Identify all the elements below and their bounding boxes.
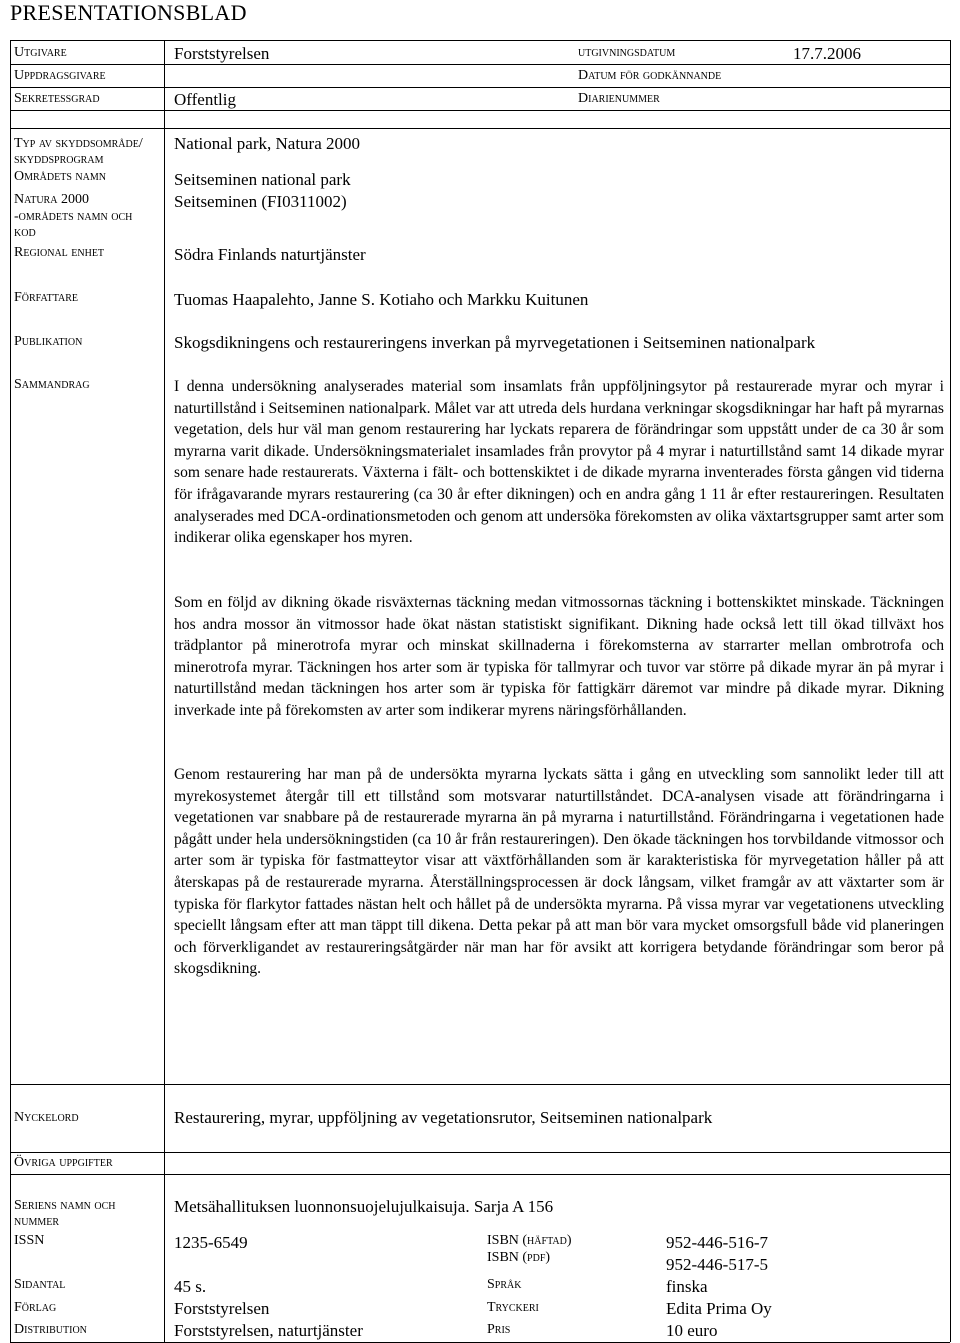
- issn-label: ISSN: [14, 1233, 45, 1248]
- sidantal-label: Sidantal: [14, 1277, 66, 1292]
- utgivningsdatum-label: utgivningsdatum: [578, 45, 676, 60]
- rule: [10, 128, 950, 129]
- natura-label-2: -områdets namn och: [14, 209, 133, 224]
- nyckelord-value: Restaurering, myrar, uppföljning av vegetationsrutor, Seitseminen nationalpark: [174, 1108, 713, 1127]
- page-title: PRESENTATIONSBLAD: [10, 0, 247, 25]
- sekretessgrad-label: Sekretessgrad: [14, 91, 100, 106]
- rule: [950, 40, 951, 1342]
- tryckeri-value: Edita Prima Oy: [666, 1299, 772, 1318]
- summary-paragraph-3: Genom restaurering har man på de undersökta myrarna lyckats sätta i gång en utveckling som sannolikt leder till att myrekosystemet återgår till ett tillstånd som motsvarar naturtillståndet. DCA-analysen visade att förändringarna i vegetationen var snabbare på de restaurerade myrarna än på myrarna i naturtillstånd. Förändringarna i vegetationen hade pågått under hela undersökningstiden (ca 10 år från restaureringen). Den ökade täckningen hos torvbildande vitmossor och arter som är typiska för fastmatteytor visar att växtförhållanden som är karakteristiska för myrvegetation håller på att återskapas på de restaurerade myrarna. Återställningsprocessen är dock långsam, vilket framgår av att växtarter som är typiska för flarkytor fattades nästan helt och hållet på de undersökta myrarna. På vissa myrar var vegetationens utveckling speciellt långsam efter att man täppt till dikena. Detta pekar på att man bör vara mycket omsorgsfull både vid planeringen och förverkligandet av restaureringsåtgärder när man har för avsikt att korrigera betydande förändringar som beror på skogsdikning.: [174, 766, 944, 978]
- sammandrag-label: Sammandrag: [14, 377, 90, 392]
- datum-godkannande-label: Datum för godkännande: [578, 68, 722, 83]
- serie-value: Metsähallituksen luonnonsuojelujulkaisuja. Sarja A 156: [174, 1197, 554, 1216]
- sidantal-value: 45 s.: [174, 1277, 207, 1296]
- typ-value: National park, Natura 2000: [174, 134, 360, 153]
- regional-enhet-label: Regional enhet: [14, 245, 105, 260]
- rule: [164, 40, 165, 1342]
- typ-label-2: skyddsprogram: [14, 152, 104, 167]
- publikation-label: Publikation: [14, 334, 83, 349]
- rule: [10, 40, 11, 1342]
- forfattare-label: Författare: [14, 290, 79, 305]
- rule: [10, 64, 950, 65]
- natura-label: Natura 2000: [14, 192, 89, 207]
- utgivare-label: Utgivare: [14, 45, 67, 60]
- forlag-value: Forststyrelsen: [174, 1299, 270, 1318]
- rule: [10, 1152, 950, 1153]
- natura-label-3: kod: [14, 225, 36, 240]
- summary-paragraph-1: I denna undersökning analyserades material som insamlats från uppföljningsytor på restaurerade myrar och myrar i naturtillstånd i Seitseminen nationalpark. Målet var att utreda dels hurdana verkningar skogsdikningar har haft på myrarnas vegetation, dels hur väl man genom restaurering har lyckats reparera de förändringar som uppstått under de ca 30 år som myrarna varit dikade. Undersökningsmaterialet insamlades från provytor på 4 myrar i naturtillstånd samt 14 dikade myrar som senare hade restaurerats. Växterna i fält- och bottenskiktet i de dikade myrarna inventerades första gången vid tiderna för ifrågavarande myrars restaurering (ca 30 år efter dikningen) och en andra gång 1 11 år efter restaureringen. Resultaten analyserades med DCA-ordinationsmetoden och genom att undersöka förekomsten av olika växtartsgrupper samt arter som indikerar olika egenskaper hos myren.: [174, 378, 944, 547]
- forfattare-value: Tuomas Haapalehto, Janne S. Kotiaho och Markku Kuitunen: [174, 290, 589, 309]
- serie-label-2: nummer: [14, 1214, 60, 1229]
- natura-value: Seitseminen (FI0311002): [174, 192, 347, 211]
- rule: [10, 1084, 950, 1085]
- sprak-value: finska: [666, 1277, 708, 1296]
- regional-enhet-value: Södra Finlands naturtjänster: [174, 245, 366, 264]
- typ-label: Typ av skyddsområde/: [14, 136, 143, 151]
- uppdragsgivare-label: Uppdragsgivare: [14, 68, 106, 83]
- serie-label: Seriens namn och: [14, 1198, 116, 1213]
- rule: [10, 87, 950, 88]
- ovriga-uppgifter-label: Övriga uppgifter: [14, 1155, 113, 1170]
- pris-label: Pris: [487, 1322, 511, 1337]
- issn-value: 1235-6549: [174, 1233, 248, 1252]
- pris-value: 10 euro: [666, 1321, 718, 1340]
- tryckeri-label: Tryckeri: [487, 1300, 539, 1315]
- sekretessgrad-value: Offentlig: [174, 90, 237, 109]
- publikation-value: Skogsdikningens och restaureringens inverkan på myrvegetationen i Seitseminen nationalpark: [174, 333, 816, 352]
- omradets-namn-label: Områdets namn: [14, 169, 106, 184]
- utgivare-value: Forststyrelsen: [174, 44, 270, 63]
- utgivningsdatum-value: 17.7.2006: [793, 44, 861, 63]
- isbn-haftad-value: 952-446-516-7: [666, 1233, 768, 1252]
- isbn-haftad-label: ISBN (häftad): [487, 1233, 572, 1248]
- omradets-namn-value: Seitseminen national park: [174, 170, 351, 189]
- diarienummer-label: Diarienummer: [578, 91, 660, 106]
- isbn-pdf-value: 952-446-517-5: [666, 1255, 768, 1274]
- rule: [10, 40, 950, 41]
- nyckelord-label: Nyckelord: [14, 1110, 79, 1125]
- rule: [10, 110, 950, 111]
- rule: [10, 1174, 950, 1175]
- distribution-value: Forststyrelsen, naturtjänster: [174, 1321, 363, 1340]
- sprak-label: Språk: [487, 1277, 522, 1292]
- summary-paragraph-2: Som en följd av dikning ökade risväxternas täckning medan vitmossornas täckning i bottenskiktet minskade. Täckningen hos andra mossor än vitmossor hade ökat nästan statistiskt signifikant. Dikning hade också lett till ökad tillväxt hos trädplantor på minerotrofa myrar och minskat skillnaderna i förekomsterna av starrarter mellan ombrotrofa och minerotrofa myrar. Täckningen hos arter som är typiska för tallmyrar och tuvor var större på dikade myrar än på myrar i naturtillstånd medan täckningen hos arter som är typiska för fattigkärr däremot var mindre på dikade myrar. Dikning inverkade inte på förekomsten av arter som indikerar myrens näringsförhållanden.: [174, 594, 944, 719]
- isbn-pdf-label: ISBN (pdf): [487, 1250, 551, 1265]
- forlag-label: Förlag: [14, 1300, 57, 1315]
- distribution-label: Distribution: [14, 1322, 87, 1337]
